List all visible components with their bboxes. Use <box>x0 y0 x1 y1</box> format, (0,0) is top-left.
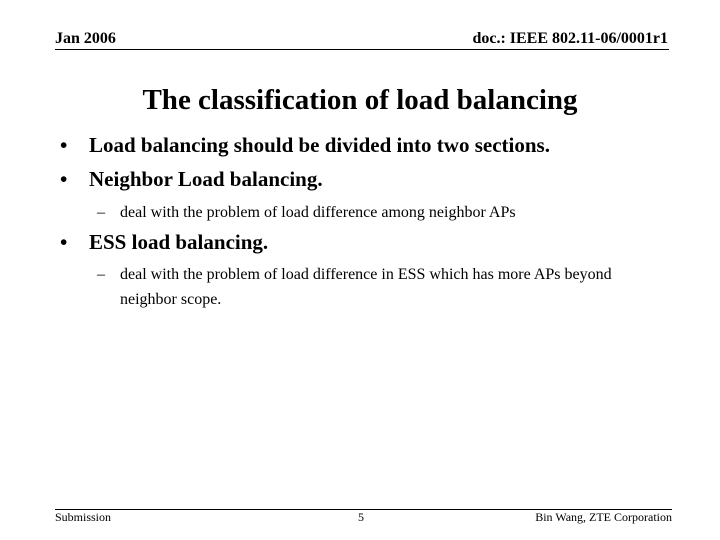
bullet-marker: • <box>60 133 68 157</box>
sub-bullet-marker: – <box>97 266 105 283</box>
bullet-text: Neighbor Load balancing. <box>89 167 323 191</box>
footer-author: Bin Wang, ZTE Corporation <box>535 510 672 524</box>
bullet-item <box>60 167 323 192</box>
sub-bullet-text: deal with the problem of load difference in ESS which has more APs beyond neighbor scope. <box>120 266 612 308</box>
bullet-marker: • <box>60 167 68 191</box>
header-doc-id: doc.: IEEE 802.11-06/0001r1 <box>472 30 668 47</box>
bullet-item <box>60 230 268 255</box>
bullet-text: ESS load balancing. <box>89 230 269 254</box>
header-date: Jan 2006 <box>55 30 116 47</box>
bullet-marker: • <box>60 230 68 254</box>
footer-submission: Submission <box>55 510 112 524</box>
footer-page-number: 5 <box>358 510 364 524</box>
sub-bullet-marker: – <box>97 204 105 221</box>
slide-title: The classification of load balancing <box>142 84 578 116</box>
sub-bullet-text: deal with the problem of load difference among neighbor APs <box>120 204 516 221</box>
bullet-text: Load balancing should be divided into two sections. <box>89 133 550 157</box>
sub-bullet-item <box>97 200 637 225</box>
sub-bullet-item <box>97 262 637 312</box>
bullet-item <box>60 133 550 158</box>
